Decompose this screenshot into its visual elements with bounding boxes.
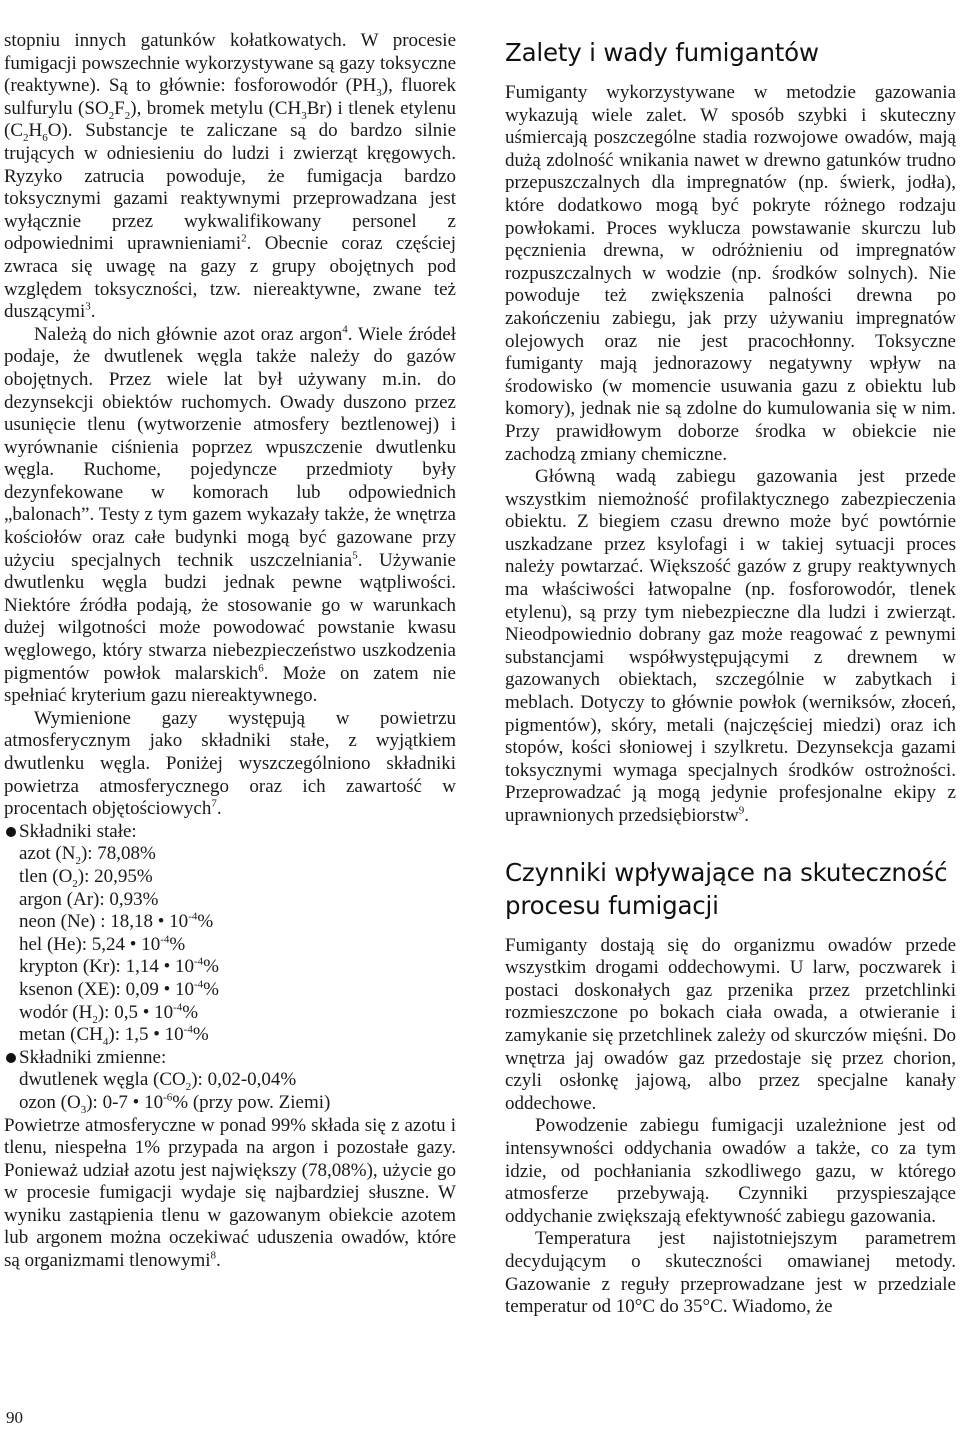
list-item: tlen $(O_2)$: 20,95%: [19, 865, 153, 890]
right-paragraph-4: Powodzenie zabiegu fumigacji uzależnione jest od intensywności oddychania owadów a także, co za tym idzie, od pochłaniania szkodliwego gazu, w którego atmosferze przebywają. Czynniki przyspieszające oddychanie zwiększają efektywność zabiegu gazowania.: [505, 1115, 956, 1227]
left-paragraph-1: stopniu innych gatunków kołatkowatych. W procesie fumigacji powszechnie wykorzystywane są gazy toksyczne (reaktywne). Są to głównie: fosforowodór $(PH_3)$, fluorek sulfurylu $(SO_2F_2)$, bromek metylu $(CH_3Br)$ i tlenek etylenu $(C_2H_6O)$. Substancje te zaliczane są do bardzo silnie trujących w odniesieniu do ludzi i zwierząt kręgowych. Ryzyko zatrucia powoduje, że fumigacja bardzo toksycznymi gazami reaktywnymi przeprowadzana jest wyłącznie przez wykwalifikowany personel z odpowiednimi uprawnieniami$^2$. Obecnie coraz częściej zwraca się uwagę na gazy z grupy obojętnych pod względem toksyczności, tzw. niereaktywne, zwane też duszącymi$^3$.: [4, 30, 457, 323]
list-item: hel (He): 5,24 • $10^{-4}\%$: [19, 933, 186, 955]
right-paragraph-2: Główną wadą zabiegu gazowania jest przede wszystkim niemożność profilaktycznego zabezpieczenia obiektu. Z biegiem czasu drewno może być powtórnie uszkadzane przez ksylofagi i w takiej sytuacji proces należy powtarzać. Większość gazów z grupy reaktywnych ma właściwości łatwopalne (np. fosforowodór, tlenek etylenu), są przy tym niebezpieczne dla ludzi i zwierząt. Nieodpowiednio dobrany gaz może reagować z pewnymi substancjami współwystępującymi z drewnem w gazowanych obiektach, szczególnie w zabytkach i meblach. Dotyczy to głównie powłok (werniksów, złoceń, pigmentów), skóry, metali (najczęściej miedzi) oraz ich stopów, kości słoniowej i szylkretu. Dezynsekcja gazami toksycznymi wymaga specjalnych środków ostrożności. Przeprowadzać ją mogą jedynie profesjonalne ekipy z uprawnionych przedsiębiorstw$^9$.: [505, 466, 956, 826]
right-paragraph-1: Fumiganty wykorzystywane w metodzie gazowania wykazują wiele zalet. W sposób szybki i skuteczny uśmiercają poszczególne stadia rozwojowe owadów, mają dużą zdolność wnikania nawet w drewno gatunków trudno przepuszczalnych dla impregnatów (np. świerk, jodła), które dodatkowo mogą być pokryte różnego rodzaju powłokami. Proces wyklucza powstawanie skurczu lub pęcznienia drewna, w odróżnieniu od impregnatów rozpuszczalnych w wodzie (np. środków solnych). Nie powoduje też zwiększenia palności drewna po zakończeniu zabiegu, jak przy używaniu impregnatów olejowych oraz nie jest pracochłonny. Toksyczne fumiganty mają jednorazowy negatywny wpływ na środowisko (w momencie usuwania gazu z obiektu lub komory), jednak nie są zdolne do kumulowania się w nim. Przy prawidłowym doborze środka w obiekcie nie zachodzą zmiany chemiczne.: [505, 82, 956, 465]
variable-components-list: [4, 1069, 456, 1114]
left-column: [4, 30, 456, 1273]
variable-components-header: Składniki zmienne:: [4, 1047, 456, 1070]
page-number: 90: [6, 1408, 23, 1427]
left-paragraph-3: Wymienione gazy występują w powietrzu atmosferycznym jako składniki stałe, z wyjątkiem dwutlenku węgla. Poniżej wyszczególniono składniki powietrza atmosferycznego oraz ich zawartość w procentach objętościowych$^7$.: [4, 707, 456, 820]
section-heading-advantages: Zalety i wady fumigantów: [505, 38, 819, 67]
left-paragraph-2: Należą do nich głównie azot oraz argon$^4$. Wiele źródeł podaje, że dwutlenek węgla także należy do gazów obojętnych. Przez wiele lat był używany m.in. do dezynsekcji obiektów ruchomych. Owady duszono przez usunięcie tlenu (wytworzenie atmosfery beztlenowej) i wyrównanie ciśnienia poprzez wpuszczenie dwutlenku węgla. Ruchome, pojedyncze przedmioty były dezynfekowane w komorach lub odpowiednich „balonach”. Testy z tym gazem wykazały także, że wnętrza kościołów oraz całe budynki mogą być gazowane przy użyciu specjalnych technik uszczelniania$^5$. Używanie dwutlenku węgla budzi jednak pewne wątpliwości. Niektóre źródła podają, że stosowanie go w warunkach dużej wilgotności może powodować powstanie kwasu węglowego, który stwarza niebezpieczeństwo uszkodzenia pigmentów powłok malarskich$^6$. Może on zatem nie spełniać kryterium gazu niereaktywnego.: [4, 323, 456, 707]
list-item: ksenon (XE): 0,09 • $10^{-4}\%$: [19, 978, 219, 1000]
right-column: [505, 30, 956, 1319]
list-item: azot $(N_2)$: 78,08%: [19, 843, 156, 868]
list-item: wodór $(H_2)$: 0,5 • $10^{-4}\%$: [19, 1001, 199, 1026]
right-paragraph-5: Temperatura jest najistotniejszym parametrem decydującym o skuteczności omawianej metody. Gazowanie z reguły przeprowadzane jest w przedziale temperatur od 10°C do 35°C. Wiadomo, że: [505, 1228, 956, 1318]
left-paragraph-4: Powietrze atmosferyczne w ponad 99% składa się z azotu i tlenu, niespełna 1% przypada na argon i pozostałe gazy. Ponieważ udział azotu jest największy (78,08%), użycie go w procesie fumigacji wydaje się najbardziej słuszne. W wyniku zastąpienia tlenu w gazowanym obiekcie azotem lub argonem można oczekiwać uduszenia owadów, które są organizmami tlenowymi$^8$.: [4, 1114, 456, 1272]
permanent-components-list: [4, 843, 456, 1046]
list-item: ozon $(O_3)$: 0-7 • $10^{-6}\%$ (przy pow. Ziemi): [19, 1091, 331, 1116]
list-item: metan $(CH_4)$: 1,5 • $10^{-4}\%$: [19, 1023, 209, 1048]
list-item: krypton (Kr): 1,14 • $10^{-4}\%$: [19, 956, 219, 978]
list-item: dwutlenek węgla $(CO_2)$: 0,02-0,04%: [19, 1069, 297, 1094]
section-heading-factors: Czynniki wpływające na skuteczność procesu fumigacji: [505, 857, 948, 920]
right-paragraph-3: Fumiganty dostają się do organizmu owadów przede wszystkim drogami oddechowymi. U larw, poczwarek i postaci doskonałych gaz przenika przez przetchlinki rozmieszczone po bokach ciała owada, a otwieranie i zamykanie się przetchlinek zależy od skurczów mięśni. Do wnętrza jaj owadów gaz przedostaje się przez chorion, czyli osłonkę jajową, albo przez specjalne kanały oddechowe.: [505, 934, 956, 1114]
permanent-components-header: Składniki stałe:: [4, 821, 456, 844]
list-item: argon (Ar): 0,93%: [19, 888, 159, 910]
list-item: neon (Ne) : 18,18 • $10^{-4}\%$: [19, 910, 214, 933]
